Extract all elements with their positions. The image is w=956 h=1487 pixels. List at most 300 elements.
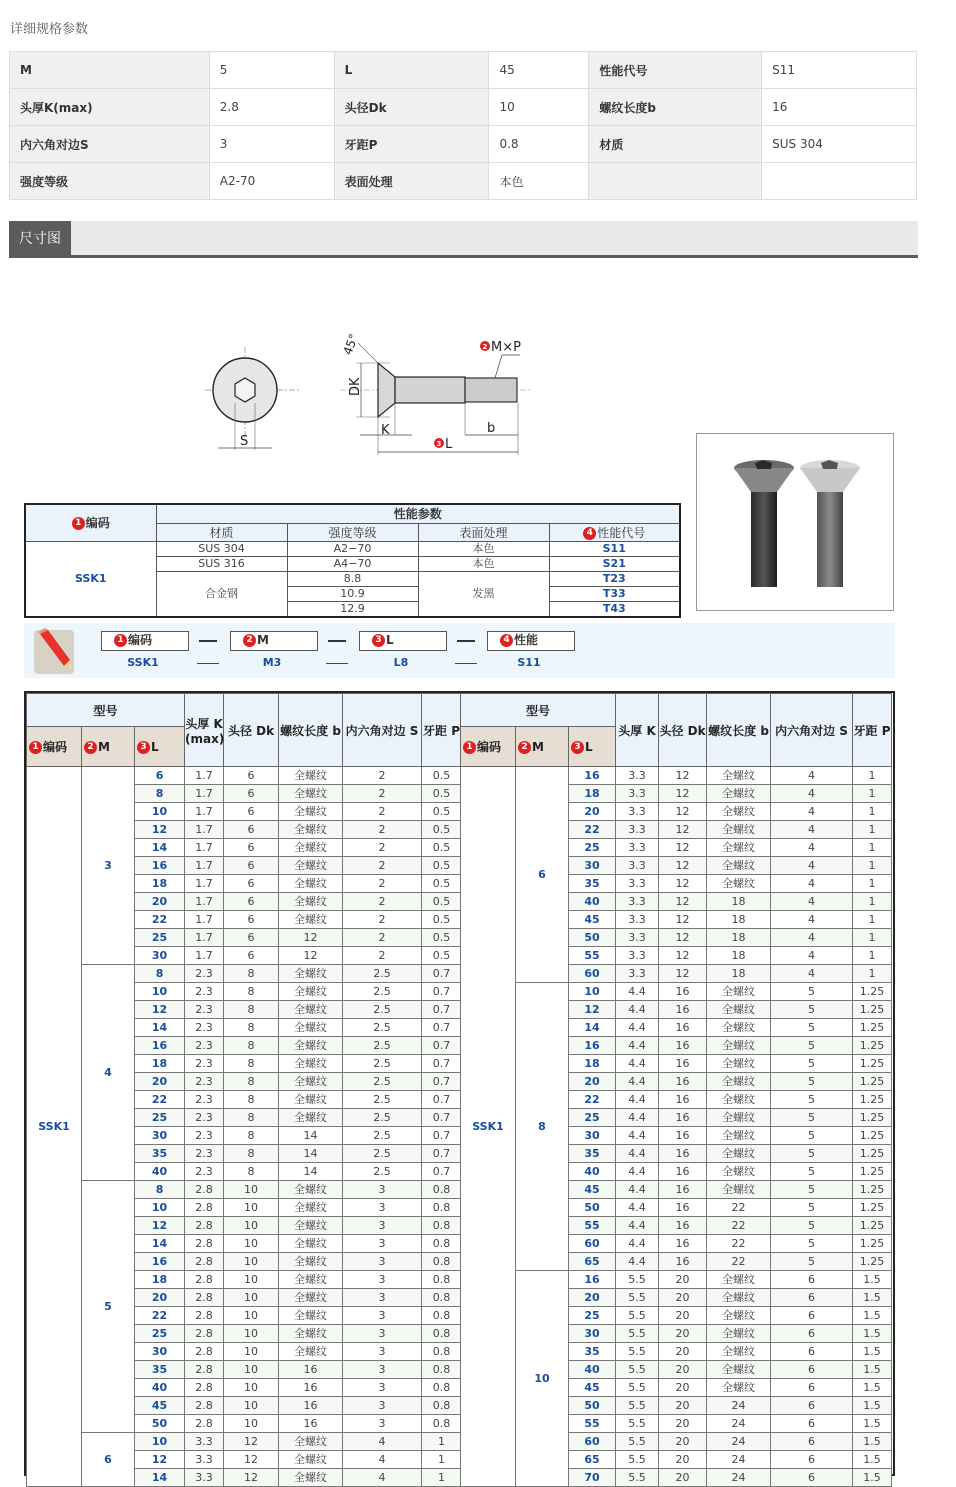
b-cell: 14 <box>279 1127 343 1145</box>
label-angle: 45° <box>340 331 362 357</box>
badge-l-number: 3 <box>436 440 442 448</box>
b-cell: 全螺纹 <box>707 1325 771 1343</box>
s-cell: 2 <box>343 785 422 803</box>
dk-cell: 20 <box>659 1397 707 1415</box>
s-cell: 5 <box>771 1163 853 1181</box>
l-cell: 16 <box>569 767 616 785</box>
header-material: 材质 <box>156 523 287 541</box>
badge-mxp-number: 2 <box>482 343 488 351</box>
spec-label: 性能代号 <box>589 52 762 89</box>
header-dk: 头径 Dk <box>224 694 279 767</box>
s-cell: 2 <box>343 839 422 857</box>
p-cell: 1.5 <box>853 1289 892 1307</box>
p-cell: 0.8 <box>422 1343 462 1361</box>
header-b: 螺纹长度 b <box>279 694 343 767</box>
silver-screw-icon <box>800 460 860 587</box>
p-cell: 1.25 <box>853 1019 892 1037</box>
k-cell: 2.8 <box>185 1343 224 1361</box>
k-cell: 5.5 <box>616 1361 659 1379</box>
p-cell: 1 <box>853 857 892 875</box>
l-cell: 65 <box>569 1451 616 1469</box>
b-cell: 全螺纹 <box>707 1379 771 1397</box>
order-field-label: 性能 <box>514 633 539 647</box>
k-cell: 3.3 <box>616 875 659 893</box>
spec-value <box>762 163 917 200</box>
l-cell: 50 <box>569 1199 616 1217</box>
l-cell: 12 <box>135 821 185 839</box>
s-cell: 6 <box>771 1271 853 1289</box>
spec-label: 表面处理 <box>334 163 489 200</box>
dk-cell: 8 <box>224 1145 279 1163</box>
l-cell: 12 <box>135 1217 185 1235</box>
b-cell: 18 <box>707 929 771 947</box>
b-cell: 全螺纹 <box>707 839 771 857</box>
k-cell: 1.7 <box>185 947 224 965</box>
badge-1-icon: 1 <box>114 634 127 647</box>
b-cell: 24 <box>707 1397 771 1415</box>
s-cell: 4 <box>771 785 853 803</box>
p-cell: 0.8 <box>422 1397 462 1415</box>
spec-label <box>589 163 762 200</box>
b-cell: 18 <box>707 965 771 983</box>
order-field-1 <box>101 631 189 651</box>
m-cell: 5 <box>82 1181 135 1433</box>
l-cell: 30 <box>569 1127 616 1145</box>
k-cell: 2.3 <box>185 1127 224 1145</box>
order-field-label: 编码 <box>128 633 153 647</box>
k-cell: 5.5 <box>616 1325 659 1343</box>
k-cell: 2.8 <box>185 1253 224 1271</box>
s-cell: 5 <box>771 1019 853 1037</box>
k-cell: 2.8 <box>185 1397 224 1415</box>
l-cell: 40 <box>135 1163 185 1181</box>
l-cell: 18 <box>569 785 616 803</box>
dk-cell: 8 <box>224 965 279 983</box>
l-cell: 60 <box>569 1235 616 1253</box>
b-cell: 全螺纹 <box>707 1271 771 1289</box>
b-cell: 14 <box>279 1145 343 1163</box>
b-cell: 全螺纹 <box>279 911 343 929</box>
dk-cell: 10 <box>224 1235 279 1253</box>
l-cell: 10 <box>135 1199 185 1217</box>
k-cell: 4.4 <box>616 983 659 1001</box>
header-l: 3 L <box>569 727 616 767</box>
side-view <box>340 343 530 455</box>
s-cell: 3 <box>343 1361 422 1379</box>
header-k: 头厚 K <box>616 694 659 767</box>
perf-finish: 本色 <box>418 541 549 556</box>
s-cell: 6 <box>771 1451 853 1469</box>
l-cell: 18 <box>135 875 185 893</box>
perf-finish: 本色 <box>418 556 549 571</box>
dk-cell: 10 <box>224 1343 279 1361</box>
tab-dimension-drawing[interactable]: 尺寸图 <box>9 221 71 258</box>
b-cell: 全螺纹 <box>707 1073 771 1091</box>
p-cell: 1.25 <box>853 1145 892 1163</box>
b-cell: 16 <box>279 1379 343 1397</box>
l-cell: 14 <box>135 1235 185 1253</box>
p-cell: 0.8 <box>422 1289 462 1307</box>
order-field-value: L8 <box>393 656 409 669</box>
b-cell: 全螺纹 <box>279 1037 343 1055</box>
s-cell: 2.5 <box>343 1019 422 1037</box>
p-cell: 0.8 <box>422 1235 462 1253</box>
p-cell: 0.7 <box>422 1001 462 1019</box>
dk-cell: 12 <box>659 929 707 947</box>
s-cell: 2 <box>343 893 422 911</box>
p-cell: 1.5 <box>853 1469 892 1487</box>
dk-cell: 12 <box>659 947 707 965</box>
l-cell: 16 <box>569 1271 616 1289</box>
dk-cell: 16 <box>659 1037 707 1055</box>
k-cell: 2.3 <box>185 1073 224 1091</box>
b-cell: 全螺纹 <box>279 1343 343 1361</box>
dk-cell: 6 <box>224 803 279 821</box>
s-cell: 3 <box>343 1325 422 1343</box>
s-cell: 4 <box>771 911 853 929</box>
l-cell: 16 <box>135 1037 185 1055</box>
dk-cell: 12 <box>224 1469 279 1487</box>
spec-value: 45 <box>489 52 589 89</box>
l-cell: 45 <box>569 1181 616 1199</box>
s-cell: 4 <box>343 1451 422 1469</box>
s-cell: 6 <box>771 1361 853 1379</box>
p-cell: 1 <box>853 965 892 983</box>
s-cell: 2.5 <box>343 1055 422 1073</box>
spec-value: 3 <box>209 126 334 163</box>
dk-cell: 10 <box>224 1361 279 1379</box>
p-cell: 0.8 <box>422 1271 462 1289</box>
size-row <box>461 983 892 1001</box>
dk-cell: 20 <box>659 1379 707 1397</box>
spec-value: S11 <box>762 52 917 89</box>
spec-label: 材质 <box>589 126 762 163</box>
header-model: 型号 <box>461 694 616 727</box>
b-cell: 全螺纹 <box>707 875 771 893</box>
b-cell: 全螺纹 <box>707 983 771 1001</box>
p-cell: 0.5 <box>422 785 462 803</box>
s-cell: 3 <box>343 1379 422 1397</box>
b-cell: 全螺纹 <box>707 1163 771 1181</box>
header-perf-code: 4 性能代号 <box>549 523 680 541</box>
l-cell: 10 <box>135 1433 185 1451</box>
header-code: 1 编码 <box>27 727 82 767</box>
l-cell: 55 <box>569 1415 616 1433</box>
dk-cell: 12 <box>659 785 707 803</box>
dk-cell: 12 <box>659 767 707 785</box>
header-m: 2 M <box>516 727 569 767</box>
s-cell: 2 <box>343 947 422 965</box>
screw-render-image <box>697 434 893 610</box>
dk-cell: 12 <box>659 893 707 911</box>
l-cell: 16 <box>135 1253 185 1271</box>
badge-4-icon: 4 <box>500 634 513 647</box>
p-cell: 1.5 <box>853 1415 892 1433</box>
s-cell: 2.5 <box>343 1109 422 1127</box>
k-cell: 1.7 <box>185 929 224 947</box>
spec-label: 螺纹长度b <box>589 89 762 126</box>
k-cell: 2.3 <box>185 1163 224 1181</box>
b-cell: 16 <box>279 1415 343 1433</box>
k-cell: 2.3 <box>185 983 224 1001</box>
p-cell: 0.5 <box>422 839 462 857</box>
s-cell: 5 <box>771 1055 853 1073</box>
dk-cell: 8 <box>224 1055 279 1073</box>
spec-value: SUS 304 <box>762 126 917 163</box>
s-cell: 6 <box>771 1433 853 1451</box>
l-cell: 60 <box>569 1433 616 1451</box>
spec-label: 牙距P <box>334 126 489 163</box>
k-cell: 2.3 <box>185 1001 224 1019</box>
s-cell: 6 <box>771 1469 853 1487</box>
p-cell: 1.5 <box>853 1397 892 1415</box>
perf-grade: 10.9 <box>287 586 418 601</box>
p-cell: 1.5 <box>853 1271 892 1289</box>
perf-code: S11 <box>549 541 680 556</box>
l-cell: 20 <box>135 1289 185 1307</box>
separator-dash-blue <box>326 663 348 664</box>
s-cell: 4 <box>343 1433 422 1451</box>
p-cell: 1 <box>422 1469 462 1487</box>
b-cell: 全螺纹 <box>279 1271 343 1289</box>
spec-value: 0.8 <box>489 126 589 163</box>
perf-code: S21 <box>549 556 680 571</box>
l-cell: 30 <box>569 857 616 875</box>
l-cell: 22 <box>569 1091 616 1109</box>
p-cell: 0.8 <box>422 1307 462 1325</box>
dk-cell: 20 <box>659 1451 707 1469</box>
s-cell: 5 <box>771 1145 853 1163</box>
p-cell: 1.25 <box>853 1181 892 1199</box>
k-cell: 3.3 <box>616 857 659 875</box>
k-cell: 5.5 <box>616 1397 659 1415</box>
b-cell: 全螺纹 <box>279 803 343 821</box>
k-cell: 3.3 <box>616 965 659 983</box>
p-cell: 0.8 <box>422 1253 462 1271</box>
dk-cell: 20 <box>659 1289 707 1307</box>
p-cell: 1.25 <box>853 1055 892 1073</box>
p-cell: 1 <box>422 1433 462 1451</box>
s-cell: 3 <box>343 1235 422 1253</box>
dk-cell: 20 <box>659 1343 707 1361</box>
k-cell: 4.4 <box>616 1019 659 1037</box>
l-cell: 45 <box>135 1397 185 1415</box>
dk-cell: 8 <box>224 1127 279 1145</box>
perf-material: SUS 304 <box>156 541 287 556</box>
code-cell: SSK1 <box>27 767 82 1487</box>
b-cell: 全螺纹 <box>279 839 343 857</box>
s-cell: 4 <box>771 947 853 965</box>
p-cell: 0.8 <box>422 1415 462 1433</box>
order-field-value: S11 <box>517 656 541 669</box>
badge-4-icon: 4 <box>583 527 596 540</box>
s-cell: 2.5 <box>343 1073 422 1091</box>
header-perf-params: 性能参数 <box>156 504 680 523</box>
k-cell: 2.8 <box>185 1361 224 1379</box>
separator-dash <box>328 640 346 642</box>
k-cell: 1.7 <box>185 785 224 803</box>
p-cell: 0.8 <box>422 1217 462 1235</box>
dk-cell: 8 <box>224 1091 279 1109</box>
p-cell: 0.5 <box>422 911 462 929</box>
p-cell: 1.25 <box>853 1001 892 1019</box>
l-cell: 10 <box>135 803 185 821</box>
s-cell: 6 <box>771 1397 853 1415</box>
k-cell: 5.5 <box>616 1307 659 1325</box>
s-cell: 2 <box>343 803 422 821</box>
s-cell: 5 <box>771 1073 853 1091</box>
k-cell: 4.4 <box>616 1199 659 1217</box>
l-cell: 10 <box>135 983 185 1001</box>
p-cell: 0.7 <box>422 1055 462 1073</box>
k-cell: 4.4 <box>616 1055 659 1073</box>
p-cell: 0.7 <box>422 1145 462 1163</box>
b-cell: 全螺纹 <box>707 1091 771 1109</box>
p-cell: 0.7 <box>422 1037 462 1055</box>
b-cell: 全螺纹 <box>707 1145 771 1163</box>
s-cell: 4 <box>771 857 853 875</box>
k-cell: 3.3 <box>616 767 659 785</box>
k-cell: 2.3 <box>185 1037 224 1055</box>
dk-cell: 8 <box>224 1037 279 1055</box>
dk-cell: 12 <box>224 1433 279 1451</box>
dk-cell: 20 <box>659 1307 707 1325</box>
k-cell: 4.4 <box>616 1001 659 1019</box>
l-cell: 65 <box>569 1253 616 1271</box>
spec-label: M <box>10 52 210 89</box>
k-cell: 4.4 <box>616 1235 659 1253</box>
s-cell: 2.5 <box>343 1163 422 1181</box>
l-cell: 25 <box>569 839 616 857</box>
p-cell: 0.5 <box>422 821 462 839</box>
header-code: 1 编码 <box>461 727 516 767</box>
k-cell: 5.5 <box>616 1433 659 1451</box>
k-cell: 1.7 <box>185 875 224 893</box>
header-code: 1 编码 <box>25 504 156 541</box>
size-row <box>27 1181 462 1199</box>
m-cell: 3 <box>82 767 135 965</box>
s-cell: 4 <box>771 767 853 785</box>
black-screw-icon <box>734 460 794 587</box>
k-cell: 3.3 <box>616 821 659 839</box>
s-cell: 2 <box>343 875 422 893</box>
p-cell: 1.25 <box>853 1199 892 1217</box>
k-cell: 2.3 <box>185 965 224 983</box>
b-cell: 22 <box>707 1199 771 1217</box>
p-cell: 1.5 <box>853 1379 892 1397</box>
b-cell: 全螺纹 <box>279 1325 343 1343</box>
b-cell: 全螺纹 <box>707 1109 771 1127</box>
b-cell: 全螺纹 <box>279 1091 343 1109</box>
dk-cell: 16 <box>659 1109 707 1127</box>
b-cell: 全螺纹 <box>707 1001 771 1019</box>
p-cell: 1 <box>853 947 892 965</box>
l-cell: 8 <box>135 1181 185 1199</box>
perf-code-cell: SSK1 <box>25 541 156 617</box>
dk-cell: 20 <box>659 1433 707 1451</box>
p-cell: 0.5 <box>422 929 462 947</box>
perf-finish: 发黑 <box>418 571 549 617</box>
l-cell: 16 <box>135 857 185 875</box>
b-cell: 全螺纹 <box>279 1019 343 1037</box>
dk-cell: 12 <box>224 1451 279 1469</box>
p-cell: 0.8 <box>422 1199 462 1217</box>
l-cell: 20 <box>135 1073 185 1091</box>
b-cell: 22 <box>707 1235 771 1253</box>
dk-cell: 20 <box>659 1469 707 1487</box>
spec-row <box>10 52 917 89</box>
s-cell: 4 <box>771 875 853 893</box>
p-cell: 0.7 <box>422 965 462 983</box>
dk-cell: 20 <box>659 1415 707 1433</box>
l-cell: 50 <box>569 1397 616 1415</box>
spec-label: 头径Dk <box>334 89 489 126</box>
k-cell: 2.3 <box>185 1109 224 1127</box>
dk-cell: 12 <box>659 911 707 929</box>
b-cell: 全螺纹 <box>707 857 771 875</box>
size-table <box>24 691 895 1484</box>
badge-3-icon: 3 <box>137 741 150 754</box>
l-cell: 45 <box>569 911 616 929</box>
l-cell: 40 <box>569 1361 616 1379</box>
p-cell: 0.7 <box>422 1127 462 1145</box>
dk-cell: 16 <box>659 1055 707 1073</box>
s-cell: 2.5 <box>343 1037 422 1055</box>
separator-dash-blue <box>197 663 219 664</box>
p-cell: 0.5 <box>422 893 462 911</box>
header-l: 3 L <box>135 727 185 767</box>
dk-cell: 6 <box>224 929 279 947</box>
b-cell: 18 <box>707 947 771 965</box>
spec-row <box>10 89 917 126</box>
l-cell: 25 <box>569 1307 616 1325</box>
k-cell: 2.8 <box>185 1235 224 1253</box>
s-cell: 4 <box>771 929 853 947</box>
l-cell: 25 <box>135 1325 185 1343</box>
dk-cell: 16 <box>659 1019 707 1037</box>
dk-cell: 6 <box>224 767 279 785</box>
perf-code: T23 <box>549 571 680 586</box>
dk-cell: 12 <box>659 821 707 839</box>
k-cell: 1.7 <box>185 821 224 839</box>
dk-cell: 10 <box>224 1199 279 1217</box>
p-cell: 0.8 <box>422 1379 462 1397</box>
l-cell: 20 <box>135 893 185 911</box>
k-cell: 4.4 <box>616 1145 659 1163</box>
dk-cell: 12 <box>659 839 707 857</box>
b-cell: 全螺纹 <box>279 1433 343 1451</box>
k-cell: 5.5 <box>616 1289 659 1307</box>
s-cell: 6 <box>771 1379 853 1397</box>
p-cell: 1.25 <box>853 1217 892 1235</box>
header-model: 型号 <box>27 694 185 727</box>
k-cell: 3.3 <box>616 803 659 821</box>
b-cell: 全螺纹 <box>279 875 343 893</box>
s-cell: 3 <box>343 1343 422 1361</box>
header-k: 头厚 K (max) <box>185 694 224 767</box>
order-field-4 <box>487 631 575 651</box>
s-cell: 5 <box>771 1181 853 1199</box>
k-cell: 4.4 <box>616 1109 659 1127</box>
header-p: 牙距 P <box>853 694 892 767</box>
b-cell: 12 <box>279 947 343 965</box>
p-cell: 0.5 <box>422 803 462 821</box>
l-cell: 50 <box>569 929 616 947</box>
dk-cell: 10 <box>224 1415 279 1433</box>
s-cell: 3 <box>343 1307 422 1325</box>
order-field-label: M <box>257 633 269 647</box>
spec-value: 本色 <box>489 163 589 200</box>
